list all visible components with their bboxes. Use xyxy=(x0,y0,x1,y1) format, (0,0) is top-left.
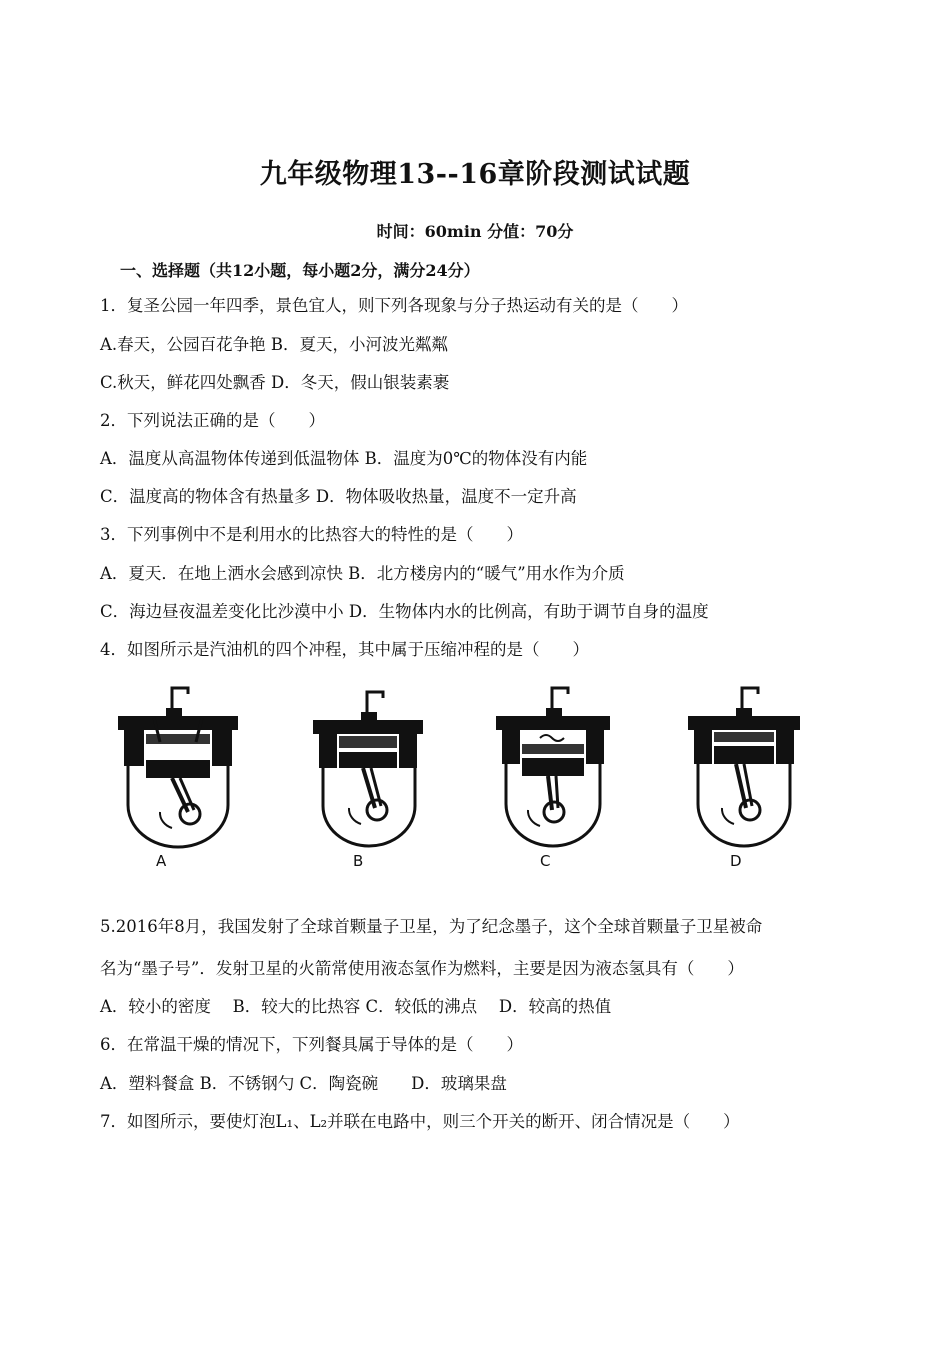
exam-info: 时间：60min 分值：70分 xyxy=(376,222,574,241)
question-line: 3．下列事例中不是利用水的比热容大的特性的是（ ） xyxy=(100,525,523,544)
figure-label: B xyxy=(353,852,364,870)
question-line: 5.2016年8月，我国发射了全球首颗量子卫星，为了纪念墨子，这个全球首颗量子卫星被命 xyxy=(100,917,763,936)
option-line: C．温度高的物体含有热量多 D．物体吸收热量，温度不一定升高 xyxy=(100,487,577,506)
question-line: 名为“墨子号”．发射卫星的火箭常使用液态氢作为燃料，主要是因为液态氢具有（ ） xyxy=(100,959,744,978)
option-line: C．海边昼夜温差变化比沙漠中小 D．生物体内水的比例高，有助于调节自身的温度 xyxy=(100,602,709,621)
engine-strokes-figure xyxy=(100,680,860,880)
option-line: A．塑料餐盒 B．不锈钢勺 C．陶瓷碗 D．玻璃果盘 xyxy=(100,1074,507,1093)
engine-diagram-c xyxy=(490,680,640,880)
option-line: A．夏天．在地上洒水会感到凉快 B．北方楼房内的“暖气”用水作为介质 xyxy=(100,564,625,583)
question-line: 1．复圣公园一年四季，景色宜人，则下列各现象与分子热运动有关的是（ ） xyxy=(100,296,688,315)
option-line: C.秋天，鲜花四处飘香 D．冬天，假山银装素裹 xyxy=(100,373,450,392)
question-line: 2．下列说法正确的是（ ） xyxy=(100,411,325,430)
question-line: 4．如图所示是汽油机的四个冲程，其中属于压缩冲程的是（ ） xyxy=(100,640,589,659)
option-line: A．温度从高温物体传递到低温物体 B．温度为0℃的物体没有内能 xyxy=(100,449,588,468)
figure-label: A xyxy=(156,852,167,870)
engine-diagram-b xyxy=(305,680,455,880)
option-line: A．较小的密度 B．较大的比热容 C．较低的沸点 D．较高的热值 xyxy=(100,997,612,1016)
engine-diagram-d xyxy=(680,680,830,880)
figure-label: C xyxy=(540,852,551,870)
question-line: 7．如图所示，要使灯泡L₁、L₂并联在电路中，则三个开关的断开、闭合情况是（ ） xyxy=(100,1112,740,1131)
section-heading: 一、选择题（共12小题，每小题2分，满分24分） xyxy=(120,261,480,280)
question-line: 6．在常温干燥的情况下，下列餐具属于导体的是（ ） xyxy=(100,1035,523,1054)
option-line: A.春天，公园百花争艳 B．夏天，小河波光粼粼 xyxy=(100,335,449,354)
engine-diagram-a xyxy=(110,680,260,880)
figure-label: D xyxy=(730,852,742,870)
page-title: 九年级物理13--16章阶段测试试题 xyxy=(259,159,691,190)
